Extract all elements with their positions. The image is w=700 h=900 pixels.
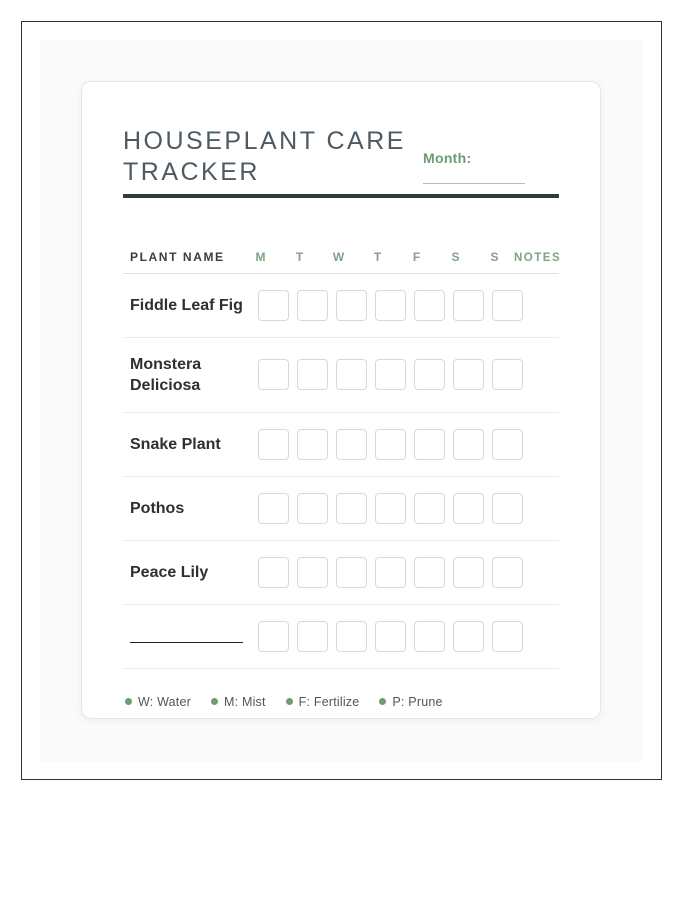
day-checkbox[interactable]	[375, 557, 406, 588]
legend-dot-icon	[379, 698, 386, 705]
notes-cell	[523, 290, 559, 321]
day-checkbox[interactable]	[414, 557, 445, 588]
plant-name: Pothos	[130, 499, 185, 517]
legend-dot-icon	[211, 698, 218, 705]
day-checkbox[interactable]	[375, 493, 406, 524]
day-checkbox[interactable]	[375, 429, 406, 460]
plant-name-cell	[123, 295, 258, 316]
day-checkbox[interactable]	[375, 621, 406, 652]
month-label: Month:	[423, 150, 472, 166]
legend-item	[125, 695, 191, 709]
table-row	[123, 541, 559, 605]
column-header-day: F	[412, 249, 421, 264]
legend-dot-icon	[286, 698, 293, 705]
day-checkbox[interactable]	[258, 493, 289, 524]
plant-name: Monstera Deliciosa	[130, 355, 202, 394]
legend-dot-icon	[125, 698, 132, 705]
day-checkbox[interactable]	[453, 290, 484, 321]
day-checkbox[interactable]	[297, 290, 328, 321]
day-checkbox[interactable]	[492, 557, 523, 588]
table-row	[123, 338, 559, 413]
day-checkbox[interactable]	[414, 359, 445, 390]
day-checkbox-group	[258, 429, 523, 460]
month-input-line[interactable]	[423, 183, 525, 184]
day-checkbox[interactable]	[297, 493, 328, 524]
day-checkbox[interactable]	[453, 359, 484, 390]
day-checkbox[interactable]	[492, 493, 523, 524]
day-checkbox-group	[258, 290, 523, 321]
table-row	[123, 413, 559, 477]
day-checkbox[interactable]	[492, 359, 523, 390]
day-checkbox[interactable]	[336, 359, 367, 390]
legend-label: F: Fertilize	[298, 694, 360, 709]
notes-cell	[523, 557, 559, 588]
day-checkbox[interactable]	[297, 557, 328, 588]
day-checkbox[interactable]	[492, 290, 523, 321]
legend-label: W: Water	[138, 694, 191, 709]
column-header-day: S	[451, 249, 460, 264]
day-checkbox[interactable]	[258, 429, 289, 460]
day-checkbox[interactable]	[258, 621, 289, 652]
notes-cell	[523, 359, 559, 390]
notes-cell	[523, 493, 559, 524]
column-header-day: S	[490, 249, 499, 264]
column-header-day: T	[373, 249, 382, 264]
plant-name-cell	[123, 630, 258, 643]
table-body	[123, 274, 559, 669]
column-header-day: W	[332, 249, 345, 264]
table-row	[123, 477, 559, 541]
day-checkbox[interactable]	[375, 290, 406, 321]
day-checkbox[interactable]	[336, 621, 367, 652]
day-checkbox[interactable]	[336, 493, 367, 524]
table-row	[123, 274, 559, 338]
day-checkbox[interactable]	[258, 290, 289, 321]
month-block	[423, 150, 525, 184]
legend-label: P: Prune	[392, 694, 443, 709]
day-checkbox-group	[258, 557, 523, 588]
day-checkbox[interactable]	[375, 359, 406, 390]
plant-name-write-in-line[interactable]	[130, 642, 243, 643]
outer-frame-border	[21, 21, 662, 780]
column-header-notes: NOTES	[514, 251, 562, 264]
day-checkbox[interactable]	[336, 290, 367, 321]
day-checkbox[interactable]	[336, 429, 367, 460]
plant-name: Peace Lily	[130, 563, 209, 581]
table-row	[123, 605, 559, 669]
notes-cell	[523, 429, 559, 460]
day-checkbox[interactable]	[453, 621, 484, 652]
day-checkbox-group	[258, 621, 523, 652]
plant-name: Fiddle Leaf Fig	[130, 296, 243, 314]
column-header-day: T	[295, 249, 304, 264]
day-checkbox[interactable]	[414, 429, 445, 460]
legend-item	[379, 695, 442, 709]
day-checkbox[interactable]	[492, 621, 523, 652]
day-checkbox[interactable]	[414, 493, 445, 524]
legend-label: M: Mist	[224, 694, 266, 709]
plant-name-cell	[123, 498, 258, 519]
day-checkbox[interactable]	[297, 429, 328, 460]
column-header-day: M	[255, 249, 266, 264]
day-checkbox[interactable]	[258, 359, 289, 390]
day-checkbox[interactable]	[258, 557, 289, 588]
card-header	[123, 126, 559, 188]
day-checkbox[interactable]	[297, 621, 328, 652]
day-checkbox[interactable]	[336, 557, 367, 588]
plant-name: Snake Plant	[130, 435, 221, 453]
plant-name-cell	[123, 562, 258, 583]
day-checkbox[interactable]	[453, 493, 484, 524]
page-background	[40, 40, 643, 761]
table-header-row	[123, 198, 562, 274]
legend-item	[286, 695, 360, 709]
legend	[123, 669, 559, 709]
tracker-card	[81, 81, 601, 719]
day-checkbox[interactable]	[297, 359, 328, 390]
plant-name-cell	[123, 354, 258, 396]
column-header-plant-name: PLANT NAME	[130, 249, 225, 264]
day-checkbox[interactable]	[453, 557, 484, 588]
day-checkbox[interactable]	[492, 429, 523, 460]
notes-cell	[523, 621, 559, 652]
day-checkbox[interactable]	[414, 621, 445, 652]
day-checkbox[interactable]	[453, 429, 484, 460]
day-checkbox-group	[258, 359, 523, 390]
day-checkbox[interactable]	[414, 290, 445, 321]
legend-item	[211, 695, 266, 709]
page-title: HOUSEPLANT CARE TRACKER	[123, 127, 406, 186]
plant-name-cell	[123, 434, 258, 455]
day-checkbox-group	[258, 493, 523, 524]
